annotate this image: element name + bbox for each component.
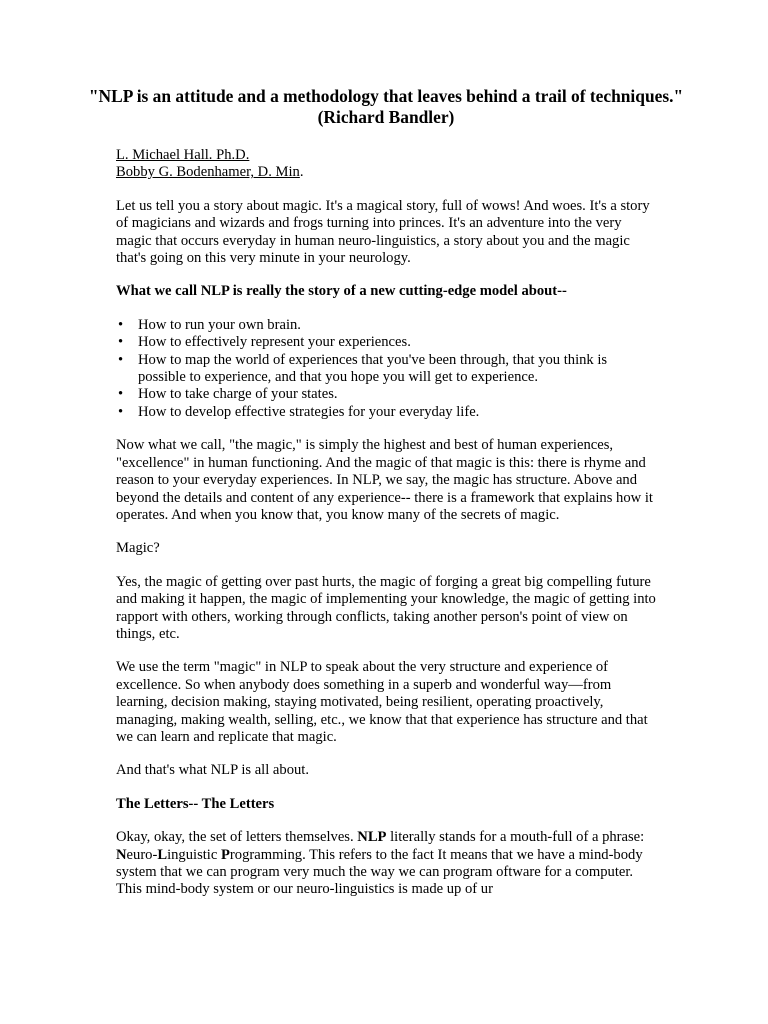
letter-p: P bbox=[221, 846, 230, 863]
list-item-text: How to map the world of experiences that you've been through, that you think is possible to experience, and that you hope you will get to experience. bbox=[138, 351, 608, 386]
intro-paragraph: Let us tell you a story about magic. It's a magical story, full of wows! And woes. It's a story of magicians and wizards and frogs turning into princes. It's an adventure into the very magic that occurs everyday in human neuro-linguistics, a story about you and the magic that's going on this very minute in your neurology. bbox=[116, 197, 650, 267]
bullet-icon: • bbox=[118, 334, 124, 351]
document-title: "NLP is an attitude and a methodology that leaves behind a trail of techniques." (Richard Bandler) bbox=[88, 86, 684, 127]
bullet-icon: • bbox=[118, 351, 124, 368]
letters-text-part2: literally stands for a mouth-full of a phrase: bbox=[386, 829, 645, 846]
magic-question: Magic? bbox=[116, 540, 160, 557]
letters-paragraph bbox=[116, 829, 656, 899]
author-suffix: . bbox=[299, 164, 304, 181]
yes-paragraph: Yes, the magic of getting over past hurts, the magic of forging a great big compelling future and making it happen, the magic of implementing your knowledge, the magic of getting into rapport with others, working through conflicts, taking another person's point of view on things, etc. bbox=[116, 573, 656, 642]
list-item bbox=[118, 386, 656, 403]
bullet-icon: • bbox=[118, 316, 124, 333]
letter-n-rest: euro- bbox=[126, 846, 158, 863]
author-name: Bobby G. Bodenhamer, D. Min bbox=[116, 164, 300, 181]
list-item-text: How to take charge of your states. bbox=[138, 386, 338, 403]
letter-l-rest: inguistic bbox=[167, 846, 221, 863]
list-item bbox=[118, 334, 656, 351]
bullet-list bbox=[116, 317, 656, 421]
document-page bbox=[88, 86, 684, 899]
letter-l: L bbox=[157, 846, 168, 863]
letter-n: N bbox=[116, 846, 127, 863]
letters-text-part3: . This refers to the fact It means that we have a mind-body system that we can program very much the way we can program oftware for a computer. This mind-body system or our neuro-linguistics is made up of ur bbox=[116, 846, 643, 898]
term-paragraph: We use the term "magic" in NLP to speak about the very structure and experience of excellence. So when anybody does something in a superb and wonderful way—from learning, decision making, staying motivated, being resilient, operating proactively, managing, making wealth, selling, etc., we know that that experience has structure and that we can learn and replicate that magic. bbox=[116, 659, 648, 745]
letters-text-part1: Okay, okay, the set of letters themselves. bbox=[116, 829, 358, 846]
bullet-icon: • bbox=[118, 386, 124, 403]
letters-heading: The Letters-- The Letters bbox=[116, 795, 275, 812]
nlp-acronym: NLP bbox=[357, 829, 387, 846]
list-item-text: How to effectively represent your experiences. bbox=[138, 334, 411, 351]
list-item-text: How to run your own brain. bbox=[138, 316, 301, 333]
about-line: And that's what NLP is all about. bbox=[116, 762, 310, 779]
author-list bbox=[116, 147, 656, 182]
letter-p-rest: rogramming bbox=[229, 846, 303, 863]
list-item-text: How to develop effective strategies for your everyday life. bbox=[138, 403, 480, 420]
list-item bbox=[118, 316, 656, 334]
bullet-icon: • bbox=[118, 403, 124, 420]
author-line bbox=[116, 164, 656, 181]
magic-paragraph: Now what we call, "the magic," is simply the highest and best of human experiences, "excellence" in human functioning. And the magic of that magic is this: there is rhyme and reason to your everyday experiences. In NLP, we say, the magic has structure. Above and beyond the details and content of any experience-- there is a framework that explains how it operates. And when you know that, you know many of the secrets of magic. bbox=[116, 437, 653, 523]
list-item bbox=[118, 403, 656, 421]
model-heading: What we call NLP is really the story of a new cutting-edge model about-- bbox=[116, 283, 567, 300]
list-item bbox=[118, 351, 656, 387]
author-line bbox=[116, 147, 656, 164]
author-name: L. Michael Hall. Ph.D. bbox=[116, 147, 250, 163]
